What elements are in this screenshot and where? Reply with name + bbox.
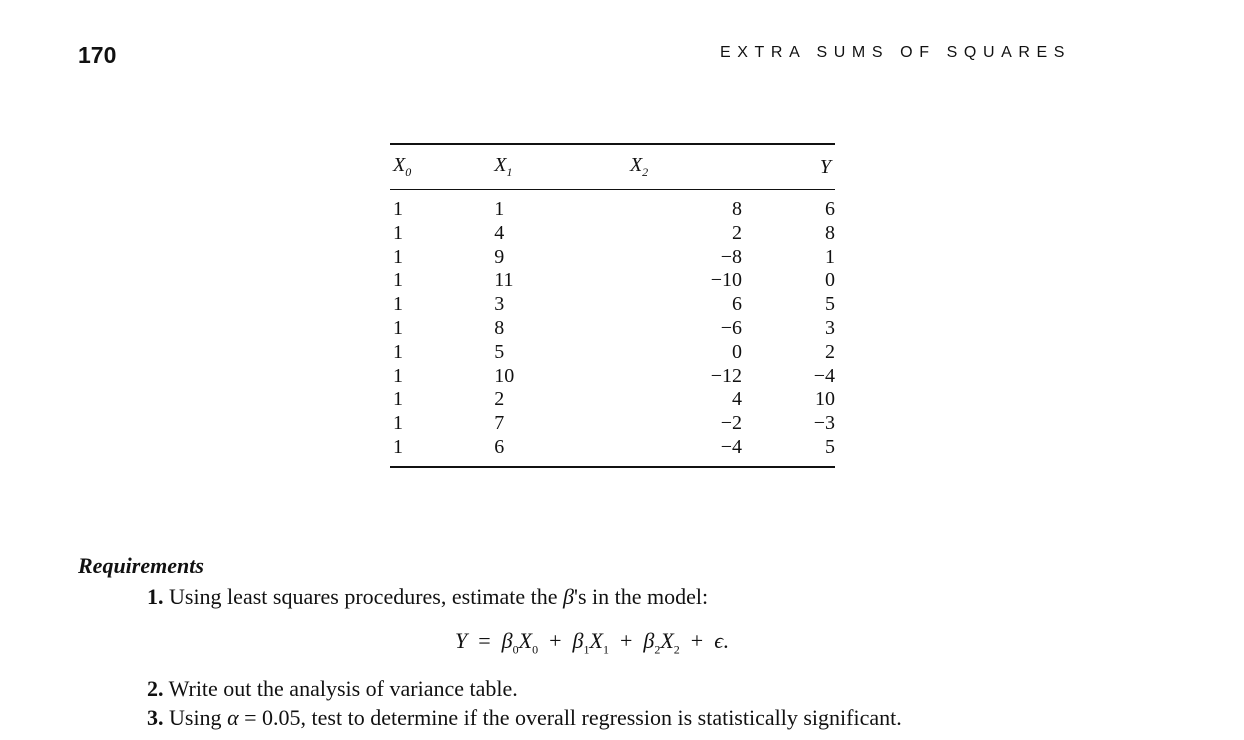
table-header-row (390, 144, 835, 190)
table-row (390, 222, 835, 246)
table-row (390, 246, 835, 270)
cell-x0: 1 (393, 412, 403, 435)
cell-y: 5 (825, 435, 835, 458)
cell-x1: 7 (494, 412, 505, 435)
requirement-item-1 (147, 584, 708, 610)
table-row (390, 293, 835, 317)
cell-x2: 2 (732, 221, 743, 244)
data-table (390, 143, 835, 468)
cell-y: −4 (813, 364, 835, 387)
cell-y: −3 (813, 412, 835, 435)
table-row (390, 190, 835, 222)
cell-x2: −4 (720, 435, 743, 458)
cell-y: 10 (815, 388, 835, 411)
cell-x1: 4 (494, 221, 505, 244)
requirement-text: Write out the analysis of variance table. (168, 676, 518, 701)
requirement-number: 3. (147, 705, 164, 730)
requirement-text: Using least squares procedures, estimate the β's in the model: (169, 584, 709, 609)
column-header-x1: $X_1$ (494, 154, 513, 179)
cell-x2: −6 (720, 316, 743, 339)
column-header-x0: $X_0$ (393, 154, 412, 179)
requirement-number: 2. (147, 676, 164, 701)
cell-x2: 4 (732, 388, 743, 411)
table-row (390, 365, 835, 389)
cell-x1: 2 (494, 388, 505, 411)
cell-x1: 5 (494, 340, 505, 363)
requirement-item-2 (147, 676, 518, 702)
regression-equation: Y = $\beta_0X_0$ + $\beta_1X_1$ + $\beta_2X_2$ + ϵ. (455, 628, 729, 657)
cell-x0: 1 (393, 364, 403, 387)
requirements-heading: Requirements (78, 553, 204, 578)
cell-x0: 1 (393, 340, 403, 363)
cell-y: 0 (825, 269, 835, 292)
cell-y: 1 (825, 245, 835, 268)
requirement-text: Using α = 0.05, test to determine if the overall regression is statistically significant. (169, 705, 902, 730)
requirement-item-3 (147, 705, 902, 731)
requirement-number: 1. (147, 584, 164, 609)
cell-x1: 9 (494, 245, 505, 268)
cell-x0: 1 (393, 293, 403, 316)
cell-x2: 0 (732, 340, 743, 363)
cell-x0: 1 (393, 435, 403, 458)
cell-y: 8 (825, 221, 835, 244)
table-row (390, 269, 835, 293)
column-header-x2: $X_2$ (629, 154, 649, 179)
cell-y: 3 (825, 316, 835, 339)
cell-y: 2 (825, 340, 835, 363)
cell-x0: 1 (393, 269, 403, 292)
cell-x0: 1 (393, 245, 403, 268)
table-body (390, 190, 835, 467)
cell-x0: 1 (393, 221, 403, 244)
cell-x0: 1 (393, 198, 403, 220)
cell-x1: 1 (494, 198, 505, 220)
table-row (390, 317, 835, 341)
cell-x1: 6 (494, 435, 505, 458)
cell-x0: 1 (393, 388, 403, 411)
running-head: EXTRA SUMS OF SQUARES (720, 44, 1072, 61)
cell-x2: −8 (720, 245, 743, 268)
cell-x1: 10 (494, 364, 515, 387)
table-row (390, 412, 835, 436)
cell-x2: 6 (732, 293, 743, 316)
column-header-y: Y (819, 155, 831, 178)
cell-x2: −12 (710, 364, 743, 387)
cell-x2: 8 (732, 198, 743, 220)
cell-y: 6 (825, 198, 835, 220)
table-row (390, 388, 835, 412)
cell-x0: 1 (393, 316, 403, 339)
page-number: 170 (78, 42, 117, 68)
table-row (390, 341, 835, 365)
table-row (390, 436, 835, 467)
cell-x1: 3 (494, 293, 505, 316)
cell-y: 5 (825, 293, 835, 316)
cell-x2: −2 (720, 412, 743, 435)
cell-x1: 11 (494, 269, 514, 292)
cell-x2: −10 (710, 269, 743, 292)
cell-x1: 8 (494, 316, 505, 339)
